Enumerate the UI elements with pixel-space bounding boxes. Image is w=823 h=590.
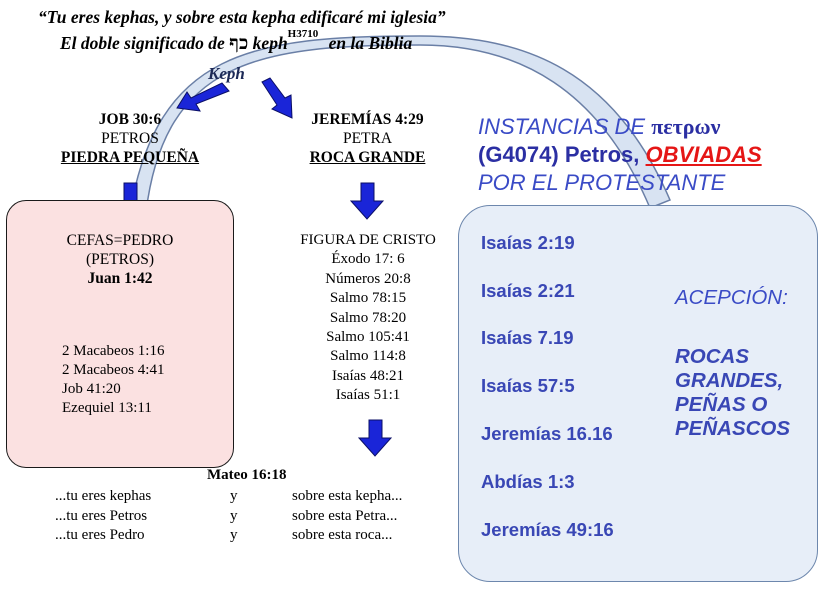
strongs-number: H3710 bbox=[287, 28, 319, 40]
blue-verse: Isaías 2:19 bbox=[481, 232, 575, 253]
verse-item: Salmo 114:8 bbox=[330, 348, 406, 365]
verse-item: Job 41:20 bbox=[62, 381, 121, 397]
table-row bbox=[55, 507, 402, 527]
mateo-a: ...tu eres kephas bbox=[55, 488, 152, 505]
pedro-line2: (PETROS) bbox=[85, 251, 155, 268]
subtitle-word: keph bbox=[252, 33, 288, 53]
acepcion-line: PEÑASCOS bbox=[675, 417, 791, 440]
hebrew-word: כף bbox=[229, 33, 249, 54]
blue-verse: Isaías 7.19 bbox=[481, 327, 574, 348]
instancias-strongs: (G4074) Petros, bbox=[478, 142, 640, 167]
right-branch-header bbox=[290, 110, 445, 167]
obviadas-label: OBVIADAS bbox=[645, 142, 762, 167]
instancias-line1: INSTANCIAS DE bbox=[478, 114, 646, 139]
right-ref: JEREMÍAS 4:29 bbox=[311, 111, 424, 128]
subtitle-before: El doble significado de bbox=[60, 33, 225, 53]
table-row bbox=[55, 487, 402, 507]
left-ref: JOB 30:6 bbox=[98, 111, 162, 128]
acepcion-line: GRANDES, bbox=[675, 369, 784, 392]
pedro-verses bbox=[62, 342, 164, 418]
arc-label: Keph bbox=[208, 64, 245, 83]
right-meaning: ROCA GRANDE bbox=[309, 149, 426, 166]
mateo-ref: Mateo 16:18 bbox=[207, 467, 287, 483]
acepcion-line: PEÑAS O bbox=[675, 393, 768, 416]
table-row bbox=[55, 526, 402, 546]
mateo-a: ...tu eres Pedro bbox=[55, 527, 145, 544]
blue-verse: Jeremías 16.16 bbox=[481, 423, 613, 444]
title-quote: “Tu eres kephas, y sobre esta kepha edificaré mi iglesia” bbox=[38, 7, 446, 27]
mateo-a: ...tu eres Petros bbox=[55, 507, 148, 524]
figura-list bbox=[278, 231, 458, 406]
blue-verse: Jeremías 49:16 bbox=[481, 519, 614, 540]
acepcion-label: ACEPCIÓN: bbox=[675, 286, 788, 309]
verse-item: Isaías 48:21 bbox=[331, 367, 405, 384]
verse-item: Ezequiel 13:11 bbox=[62, 400, 152, 416]
pedro-ref: Juan 1:42 bbox=[87, 270, 153, 287]
verse-item: Isaías 51:1 bbox=[335, 387, 401, 404]
mateo-b: sobre esta kepha... bbox=[292, 488, 403, 505]
blue-verse: Abdías 1:3 bbox=[481, 471, 575, 492]
left-word: PETROS bbox=[101, 130, 159, 147]
mateo-y: y bbox=[230, 488, 238, 505]
verse-item: Salmo 105:41 bbox=[326, 329, 410, 346]
verse-item: Salmo 78:20 bbox=[329, 309, 407, 326]
figura-title: FIGURA DE CRISTO bbox=[300, 232, 436, 248]
arrow-keph-right bbox=[262, 78, 292, 118]
verse-item: Salmo 78:15 bbox=[329, 290, 407, 307]
instancias-line3: POR EL PROTESTANTE bbox=[478, 170, 726, 195]
verse-item: 2 Macabeos 1:16 bbox=[62, 343, 165, 359]
blue-verse: Isaías 2:21 bbox=[481, 280, 575, 301]
verse-item: 2 Macabeos 4:41 bbox=[62, 362, 165, 378]
pedro-box-header bbox=[6, 231, 234, 288]
mateo-b: sobre esta Petra... bbox=[292, 507, 398, 524]
mateo-y: y bbox=[230, 507, 238, 524]
arrow-jer-down bbox=[351, 183, 383, 219]
acepcion-text bbox=[675, 345, 790, 441]
verse-item: Éxodo 17: 6 bbox=[331, 251, 405, 268]
left-meaning: PIEDRA PEQUEÑA bbox=[60, 149, 200, 166]
acepcion-line: ROCAS bbox=[675, 345, 750, 368]
title-subtitle bbox=[60, 28, 413, 55]
left-branch-header bbox=[60, 110, 200, 167]
subtitle-after: en la Biblia bbox=[328, 33, 413, 53]
verse-item: Números 20:8 bbox=[325, 270, 411, 287]
instancias-heading bbox=[478, 113, 823, 197]
pedro-line1: CEFAS=PEDRO bbox=[66, 232, 174, 249]
blue-verse: Isaías 57:5 bbox=[481, 375, 575, 396]
mateo-y: y bbox=[230, 527, 238, 544]
mateo-b: sobre esta roca... bbox=[292, 527, 393, 544]
right-word: PETRA bbox=[342, 130, 393, 147]
mateo-table bbox=[55, 487, 402, 546]
greek-word: πετρων bbox=[651, 114, 721, 139]
arrow-figure-down bbox=[359, 420, 391, 456]
